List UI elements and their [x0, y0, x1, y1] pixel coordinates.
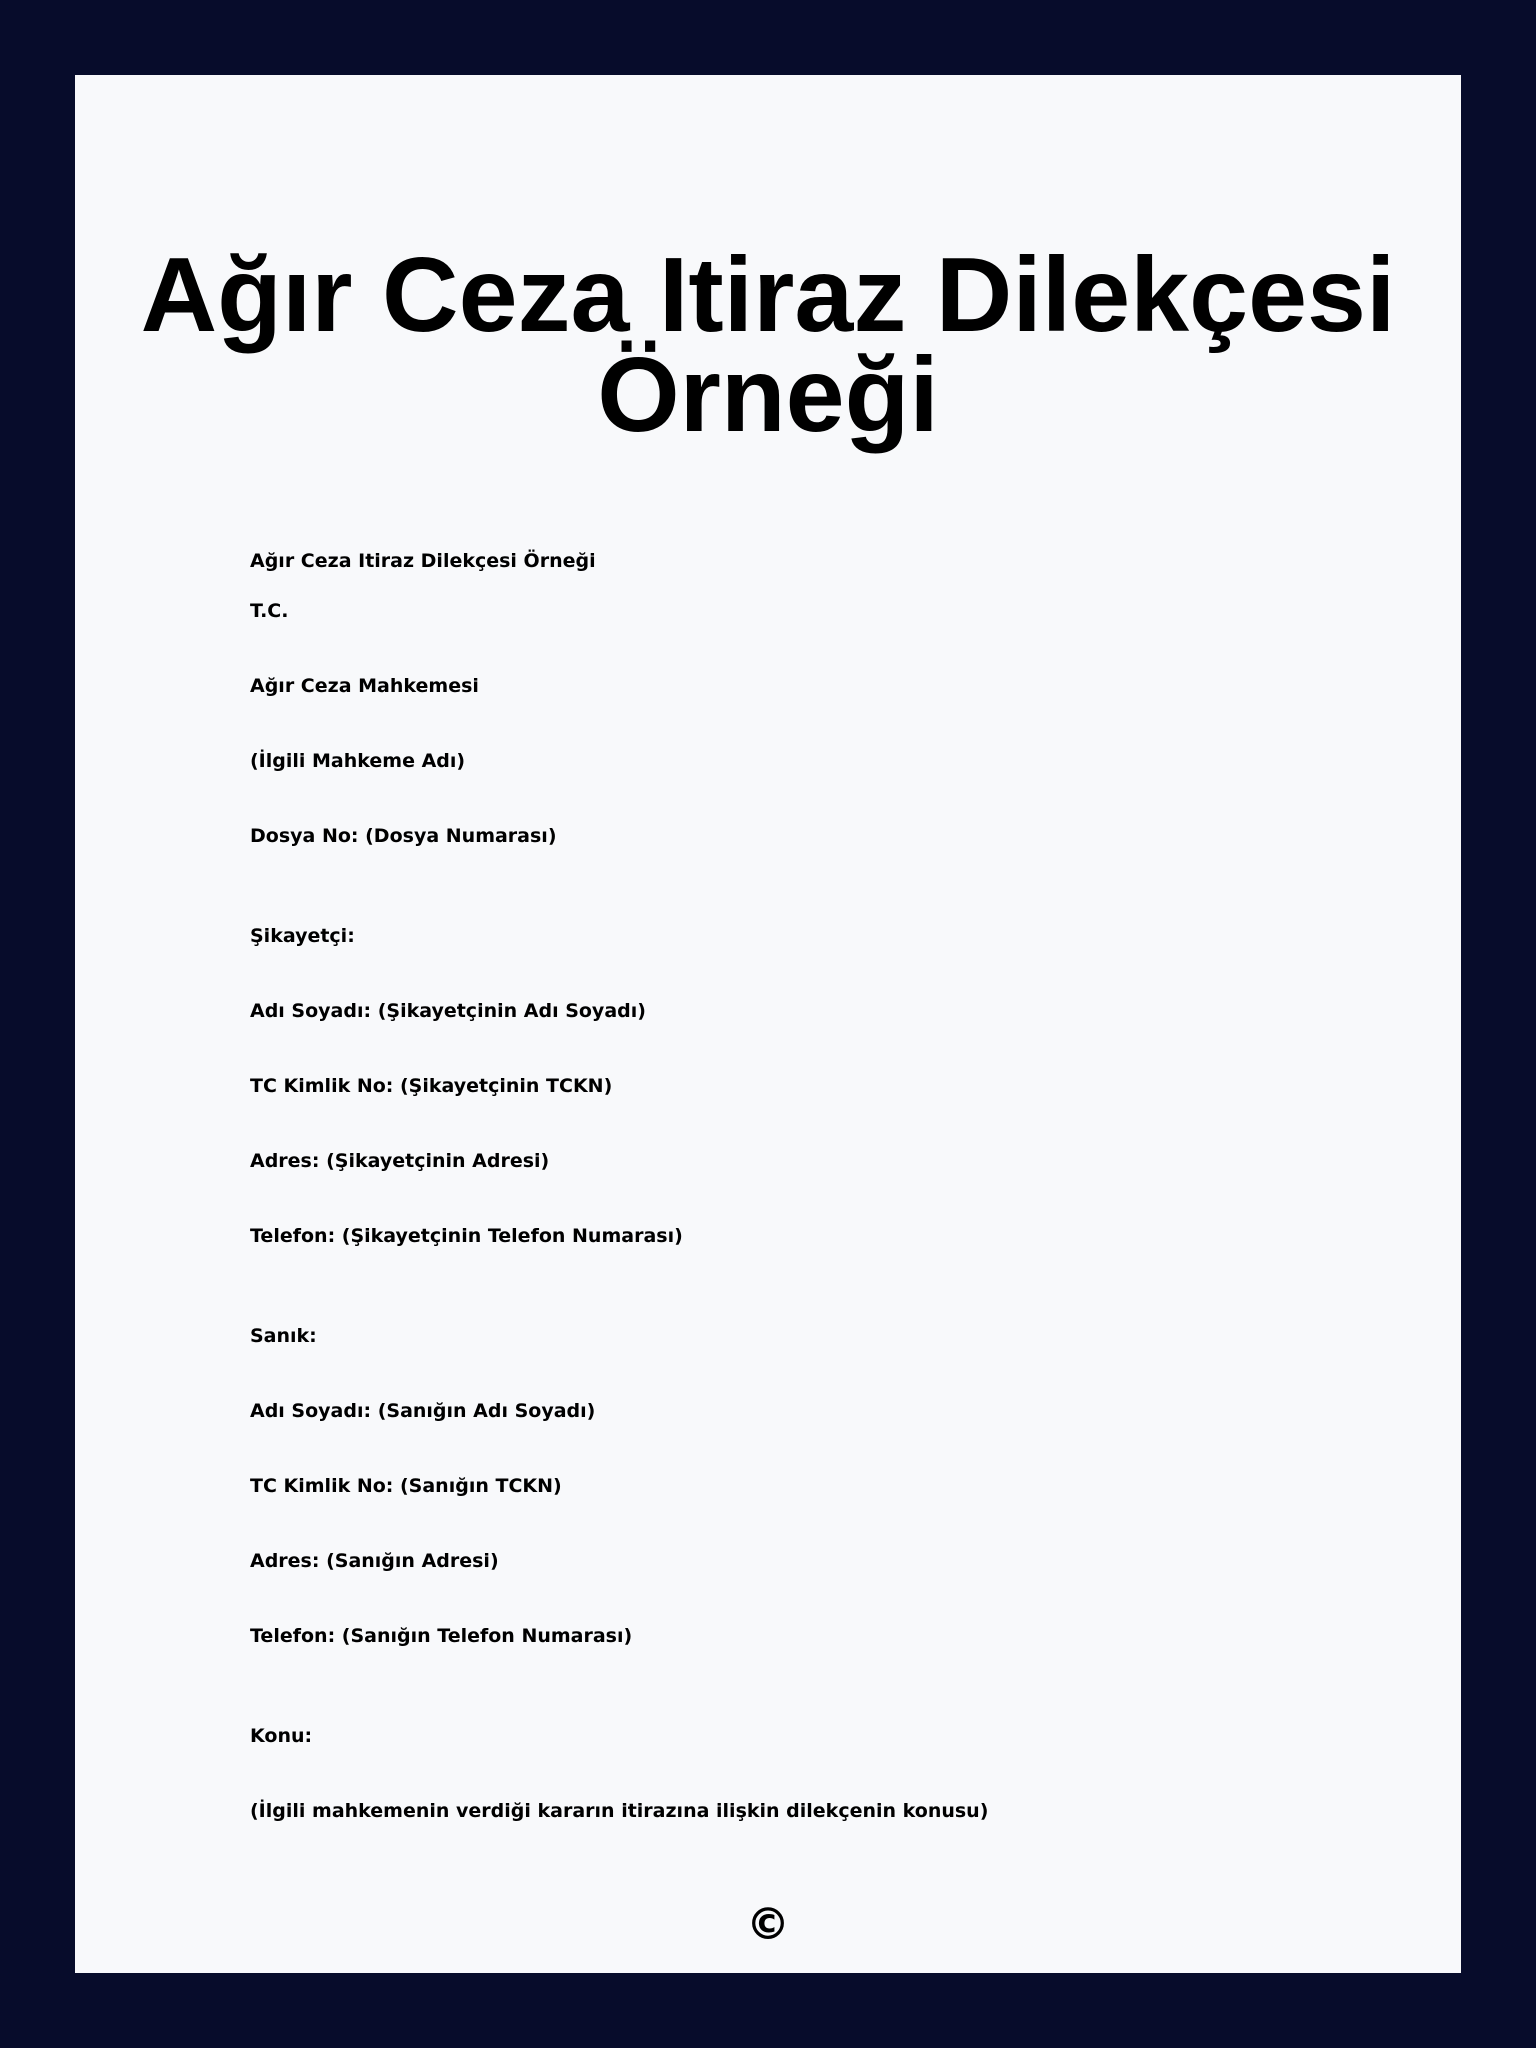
defendant-address: Adres: (Sanığın Adresi): [250, 1550, 499, 1572]
defendant-heading: Sanık:: [250, 1325, 317, 1347]
tc-label: T.C.: [250, 600, 289, 622]
defendant-tckn: TC Kimlik No: (Sanığın TCKN): [250, 1475, 562, 1497]
document-page: [75, 75, 1461, 1973]
defendant-name: Adı Soyadı: (Sanığın Adı Soyadı): [250, 1400, 596, 1422]
subject-text: (İlgili mahkemenin verdiği kararın itirazına ilişkin dilekçenin konusu): [250, 1800, 989, 1822]
complainant-address: Adres: (Şikayetçinin Adresi): [250, 1150, 550, 1172]
complainant-heading: Şikayetçi:: [250, 925, 355, 947]
court-label: Ağır Ceza Mahkemesi: [250, 675, 479, 697]
defendant-phone: Telefon: (Sanığın Telefon Numarası): [250, 1625, 633, 1647]
file-number: Dosya No: (Dosya Numarası): [250, 825, 557, 847]
subject-heading: Konu:: [250, 1725, 313, 1747]
court-name: (İlgili Mahkeme Adı): [250, 750, 466, 772]
complainant-phone: Telefon: (Şikayetçinin Telefon Numarası): [250, 1225, 683, 1247]
complainant-tckn: TC Kimlik No: (Şikayetçinin TCKN): [250, 1075, 613, 1097]
complainant-name: Adı Soyadı: (Şikayetçinin Adı Soyadı): [250, 1000, 646, 1022]
copyright-icon: ©: [746, 1899, 790, 1950]
page-title: Ağır Ceza Itiraz Dilekçesi Örneği: [140, 236, 1396, 454]
petition-subtitle: Ağır Ceza Itiraz Dilekçesi Örneği: [250, 550, 596, 572]
